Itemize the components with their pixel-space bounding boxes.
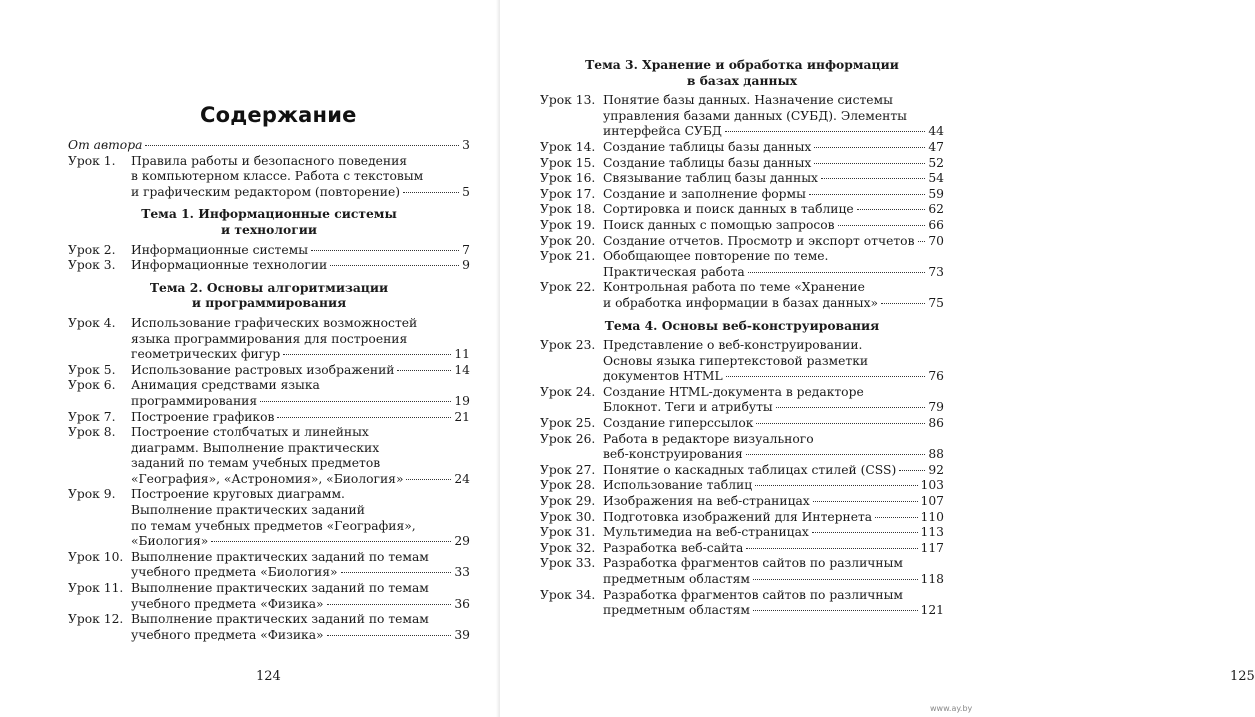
entry-line: геометрических фигур bbox=[131, 347, 281, 362]
topic-line: Тема 3. Хранение и обработка информации bbox=[585, 57, 899, 72]
page-ref: 3 bbox=[462, 138, 470, 152]
toc-entry bbox=[540, 156, 944, 172]
lesson-label: Урок 22. bbox=[540, 280, 596, 295]
left-groups bbox=[68, 154, 470, 644]
entry-line: учебного предмета «Биология» bbox=[131, 565, 338, 580]
page-ref: 62 bbox=[928, 202, 944, 217]
toc-entry bbox=[540, 510, 944, 526]
entry-line: Выполнение практических заданий по темам bbox=[131, 549, 429, 564]
lesson-label: Урок 32. bbox=[540, 540, 596, 555]
toc-entry bbox=[540, 494, 944, 510]
dot-leader bbox=[753, 610, 918, 611]
lesson-label: Урок 4. bbox=[68, 315, 116, 330]
entry-line: Создание гиперссылок bbox=[603, 416, 754, 431]
entry-line: «География», «Астрономия», «Биология» bbox=[131, 471, 404, 486]
entry-last-line bbox=[603, 202, 944, 218]
entry-line: Информационные технологии bbox=[131, 258, 328, 273]
entry-line: Создание и заполнение формы bbox=[603, 186, 806, 201]
toc-intro-entry bbox=[68, 138, 470, 154]
entry-line: и графическим редактором (повторение) bbox=[131, 184, 401, 199]
toc-entry bbox=[540, 338, 944, 385]
toc-entry bbox=[540, 463, 944, 479]
entry-text bbox=[131, 425, 470, 487]
entry-line: Разработка фрагментов сайтов по различным bbox=[603, 556, 903, 571]
entry-text bbox=[603, 463, 944, 479]
page-ref: 21 bbox=[454, 409, 470, 424]
dot-leader bbox=[748, 272, 926, 273]
entry-last-line bbox=[603, 463, 944, 479]
watermark: www.ay.by bbox=[930, 704, 973, 713]
topic-line: и программирования bbox=[191, 295, 347, 311]
dot-leader bbox=[812, 532, 918, 533]
entry-line: Информационные системы bbox=[131, 242, 308, 257]
entry-last-line bbox=[603, 156, 944, 172]
entry-line: учебного предмета «Физика» bbox=[131, 596, 324, 611]
entry-line: Построение круговых диаграмм. bbox=[131, 487, 345, 502]
entry-text bbox=[603, 202, 944, 218]
toc-left bbox=[68, 138, 470, 643]
lesson-label: Урок 28. bbox=[540, 478, 596, 493]
entry-line: интерфейса СУБД bbox=[603, 124, 722, 139]
entry-text bbox=[131, 378, 470, 409]
page-ref: 79 bbox=[928, 400, 944, 415]
lesson-label: Урок 31. bbox=[540, 525, 596, 540]
entry-line: Работа в редакторе визуального bbox=[603, 431, 814, 446]
left-page bbox=[0, 0, 500, 717]
dot-leader bbox=[875, 517, 917, 518]
entry-text bbox=[603, 338, 944, 385]
lesson-label: Урок 11. bbox=[68, 581, 124, 596]
entry-text bbox=[603, 171, 944, 187]
lesson-label: Урок 15. bbox=[540, 155, 596, 170]
entry-line: учебного предмета «Физика» bbox=[131, 627, 324, 642]
toc-entry bbox=[540, 187, 944, 203]
entry-text bbox=[131, 363, 470, 379]
entry-last-line bbox=[603, 478, 944, 494]
entry-text bbox=[131, 258, 470, 274]
page-ref: 29 bbox=[454, 534, 470, 549]
dot-leader bbox=[918, 241, 926, 242]
topic-heading bbox=[68, 206, 470, 237]
entry-line: документов HTML bbox=[603, 369, 723, 384]
page-ref: 36 bbox=[454, 596, 470, 611]
toc-entry bbox=[540, 140, 944, 156]
entry-line: управления базами данных (СУБД). Элементы bbox=[603, 108, 907, 123]
entry-line: предметным областям bbox=[603, 603, 750, 618]
entry-last-line bbox=[131, 534, 470, 550]
topic-line: Тема 2. Основы алгоритмизации bbox=[149, 279, 389, 295]
dot-leader bbox=[755, 485, 917, 486]
toc-entry bbox=[540, 556, 944, 587]
entry-last-line bbox=[603, 494, 944, 510]
entry-line: Использование таблиц bbox=[603, 478, 753, 493]
page-title: Содержание bbox=[200, 103, 357, 127]
dot-leader bbox=[813, 501, 918, 502]
entry-last-line bbox=[603, 140, 944, 156]
dot-leader bbox=[838, 225, 926, 226]
dot-leader bbox=[821, 178, 925, 179]
entry-text bbox=[603, 494, 944, 510]
page-ref: 73 bbox=[928, 264, 944, 279]
dot-leader bbox=[753, 579, 918, 580]
entry-line: Построение графиков bbox=[131, 409, 275, 424]
page-ref: 33 bbox=[454, 565, 470, 580]
entry-last-line bbox=[603, 541, 944, 557]
entry-last-line bbox=[603, 447, 944, 463]
entry-text bbox=[603, 218, 944, 234]
dot-leader bbox=[397, 370, 451, 371]
toc-entry bbox=[540, 280, 944, 311]
page-ref: 88 bbox=[928, 447, 944, 462]
toc-entry bbox=[68, 258, 470, 274]
entry-line: Блокнот. Теги и атрибуты bbox=[603, 400, 773, 415]
entry-text bbox=[603, 385, 944, 416]
page-ref: 121 bbox=[920, 603, 944, 618]
page-ref: 44 bbox=[928, 124, 944, 139]
toc-entry bbox=[540, 416, 944, 432]
lesson-label: Урок 30. bbox=[540, 509, 596, 524]
entry-text bbox=[603, 432, 944, 463]
entry-line: Разработка веб-сайта bbox=[603, 540, 744, 555]
entry-text bbox=[603, 556, 944, 587]
entry-last-line bbox=[603, 296, 944, 312]
toc-entry bbox=[68, 581, 470, 612]
entry-text bbox=[603, 478, 944, 494]
entry-text bbox=[603, 525, 944, 541]
lesson-label: Урок 2. bbox=[68, 242, 116, 257]
lesson-label: Урок 5. bbox=[68, 362, 116, 377]
entry-line: Изображения на веб-страницах bbox=[603, 494, 810, 509]
toc-entry bbox=[68, 378, 470, 409]
entry-last-line bbox=[131, 347, 470, 363]
entry-last-line bbox=[603, 265, 944, 281]
lesson-label: Урок 20. bbox=[540, 233, 596, 248]
entry-last-line bbox=[603, 510, 944, 526]
entry-line: Связывание таблиц базы данных bbox=[603, 171, 818, 186]
entry-last-line bbox=[131, 472, 470, 488]
entry-line: предметным областям bbox=[603, 572, 750, 586]
entry-line: Создание таблицы базы данных bbox=[603, 155, 812, 170]
entry-line: Контрольная работа по теме «Хранение bbox=[603, 280, 865, 295]
entry-line: Понятие базы данных. Назначение системы bbox=[603, 93, 893, 108]
entry-line: диаграмм. Выполнение практических bbox=[131, 440, 380, 455]
entry-line: Мультимедиа на веб-страницах bbox=[603, 525, 809, 540]
page-ref: 52 bbox=[928, 155, 944, 170]
dot-leader bbox=[725, 131, 925, 132]
entry-text bbox=[603, 93, 944, 140]
lesson-label: Урок 12. bbox=[68, 612, 124, 627]
topic-line: Тема 1. Информационные системы bbox=[141, 206, 397, 222]
entry-line: в компьютерном классе. Работа с текстовым bbox=[131, 169, 424, 184]
entry-line: Выполнение практических заданий bbox=[131, 503, 365, 518]
dot-leader bbox=[726, 376, 926, 377]
toc-entry bbox=[540, 202, 944, 218]
entry-text bbox=[603, 416, 944, 432]
dot-leader bbox=[327, 635, 452, 636]
entry-text bbox=[131, 316, 470, 363]
lesson-label: Урок 21. bbox=[540, 249, 596, 264]
toc-entry bbox=[68, 154, 470, 201]
dot-leader bbox=[857, 209, 926, 210]
toc-entry bbox=[540, 385, 944, 416]
entry-last-line bbox=[603, 603, 944, 619]
intro-label: От автора bbox=[68, 138, 143, 152]
entry-last-line bbox=[131, 410, 470, 426]
toc-entry bbox=[540, 588, 944, 619]
topic-line: в базах данных bbox=[686, 72, 798, 88]
dot-leader bbox=[746, 548, 917, 549]
dot-leader bbox=[809, 194, 925, 195]
entry-text bbox=[131, 581, 470, 612]
page-ref: 39 bbox=[454, 627, 470, 642]
lesson-label: Урок 33. bbox=[540, 556, 596, 571]
entry-last-line bbox=[603, 572, 944, 588]
lesson-label: Урок 18. bbox=[540, 202, 596, 217]
toc-entry bbox=[540, 478, 944, 494]
page-ref: 47 bbox=[928, 139, 944, 154]
entry-last-line bbox=[603, 124, 944, 140]
page-ref: 7 bbox=[462, 242, 470, 257]
lesson-label: Урок 29. bbox=[540, 494, 596, 509]
dot-leader bbox=[776, 407, 926, 408]
page-ref: 70 bbox=[928, 233, 944, 248]
toc-entry bbox=[540, 525, 944, 541]
dot-leader bbox=[881, 303, 925, 304]
entry-line: «Биология» bbox=[131, 534, 209, 549]
toc-entry bbox=[68, 550, 470, 581]
lesson-label: Урок 7. bbox=[68, 409, 116, 424]
entry-last-line bbox=[603, 234, 944, 250]
entry-line: Использование растровых изображений bbox=[131, 362, 395, 377]
entry-text bbox=[603, 541, 944, 557]
dot-leader bbox=[756, 423, 925, 424]
toc-entry bbox=[68, 425, 470, 487]
entry-last-line bbox=[131, 185, 470, 201]
page-ref: 5 bbox=[462, 184, 470, 199]
toc-entry bbox=[68, 316, 470, 363]
entry-text bbox=[131, 612, 470, 643]
entry-line: Использование графических возможностей bbox=[131, 315, 418, 330]
toc-entry bbox=[540, 93, 944, 140]
lesson-label: Урок 24. bbox=[540, 384, 596, 399]
toc-entry bbox=[540, 541, 944, 557]
page-ref: 113 bbox=[920, 525, 944, 540]
page-ref: 9 bbox=[462, 258, 470, 273]
dot-leader bbox=[341, 572, 452, 573]
entry-line: Обобщающее повторение по теме. bbox=[603, 249, 829, 264]
lesson-label: Урок 9. bbox=[68, 487, 116, 502]
page-ref: 103 bbox=[920, 478, 944, 493]
entry-line: языка программирования для построения bbox=[131, 331, 408, 346]
toc-entry bbox=[68, 363, 470, 379]
dot-leader bbox=[211, 541, 451, 542]
lesson-label: Урок 25. bbox=[540, 416, 596, 431]
entry-text bbox=[131, 487, 470, 549]
lesson-label: Урок 13. bbox=[540, 93, 596, 108]
entry-line: Построение столбчатых и линейных bbox=[131, 425, 369, 440]
dot-leader bbox=[899, 470, 925, 471]
entry-line: Практическая работа bbox=[603, 264, 745, 279]
entry-text bbox=[131, 550, 470, 581]
dot-leader bbox=[406, 479, 451, 480]
page-ref: 24 bbox=[454, 471, 470, 486]
entry-line: Выполнение практических заданий по темам bbox=[131, 581, 429, 596]
toc-entry bbox=[540, 234, 944, 250]
dot-leader bbox=[814, 147, 925, 148]
topic-line: и технологии bbox=[220, 221, 318, 237]
entry-last-line bbox=[603, 416, 944, 432]
entry-text bbox=[603, 280, 944, 311]
page-ref: 117 bbox=[920, 540, 944, 555]
entry-text bbox=[603, 249, 944, 280]
lesson-label: Урок 6. bbox=[68, 378, 116, 393]
entry-line: заданий по темам учебных предметов bbox=[131, 456, 381, 471]
entry-line: Создание отчетов. Просмотр и экспорт отчетов bbox=[603, 233, 915, 248]
toc-right bbox=[540, 51, 944, 619]
page-ref: 86 bbox=[928, 416, 944, 431]
lesson-label: Урок 16. bbox=[540, 171, 596, 186]
lesson-label: Урок 19. bbox=[540, 217, 596, 232]
dot-leader bbox=[311, 250, 459, 251]
entry-text bbox=[603, 140, 944, 156]
dot-leader bbox=[327, 604, 452, 605]
entry-last-line bbox=[131, 363, 470, 379]
entry-text bbox=[603, 510, 944, 526]
entry-last-line bbox=[131, 258, 470, 274]
lesson-label: Урок 14. bbox=[540, 139, 596, 154]
topic-heading bbox=[540, 57, 944, 88]
entry-line: Сортировка и поиск данных в таблице bbox=[603, 202, 854, 217]
entry-line: и обработка информации в базах данных» bbox=[603, 295, 879, 310]
lesson-label: Урок 26. bbox=[540, 431, 596, 446]
dot-leader bbox=[330, 265, 459, 266]
page-ref: 76 bbox=[928, 369, 944, 384]
entry-line: Основы языка гипертекстовой разметки bbox=[603, 353, 869, 368]
page-number: 124 bbox=[256, 669, 281, 684]
lesson-label: Урок 27. bbox=[540, 462, 596, 477]
entry-line: Правила работы и безопасного поведения bbox=[131, 153, 408, 168]
page-ref: 110 bbox=[920, 509, 944, 524]
entry-line: Создание HTML-документа в редакторе bbox=[603, 384, 864, 399]
topic-heading bbox=[540, 318, 944, 334]
entry-line: по темам учебных предметов «География», bbox=[131, 518, 416, 533]
dot-leader bbox=[145, 145, 459, 146]
page-ref: 19 bbox=[454, 393, 470, 408]
entry-last-line bbox=[603, 171, 944, 187]
page-ref: 75 bbox=[928, 295, 944, 310]
entry-text bbox=[603, 234, 944, 250]
entry-line: веб-конструирования bbox=[603, 447, 743, 462]
entry-text bbox=[131, 243, 470, 259]
entry-text bbox=[603, 156, 944, 172]
page-ref: 54 bbox=[928, 171, 944, 186]
toc-entry bbox=[68, 243, 470, 259]
page-ref: 14 bbox=[454, 362, 470, 377]
lesson-label: Урок 8. bbox=[68, 425, 116, 440]
entry-last-line bbox=[131, 597, 470, 613]
toc-entry bbox=[540, 432, 944, 463]
entry-line: Понятие о каскадных таблицах стилей (CSS) bbox=[603, 462, 897, 477]
entry-last-line bbox=[131, 243, 470, 259]
toc-entry bbox=[68, 612, 470, 643]
toc-entry bbox=[540, 249, 944, 280]
page-ref: 92 bbox=[928, 462, 944, 477]
entry-line: Создание таблицы базы данных bbox=[603, 139, 812, 154]
entry-last-line bbox=[131, 565, 470, 581]
dot-leader bbox=[746, 454, 926, 455]
lesson-label: Урок 3. bbox=[68, 258, 116, 273]
page-ref: 11 bbox=[454, 347, 470, 362]
topic-heading bbox=[68, 280, 470, 311]
entry-text bbox=[131, 154, 470, 201]
entry-last-line bbox=[603, 187, 944, 203]
toc-entry bbox=[68, 487, 470, 549]
entry-last-line bbox=[131, 394, 470, 410]
dot-leader bbox=[403, 192, 459, 193]
right-groups bbox=[540, 57, 944, 619]
entry-last-line bbox=[603, 218, 944, 234]
entry-line: Подготовка изображений для Интернета bbox=[603, 509, 873, 524]
entry-last-line bbox=[603, 400, 944, 416]
dot-leader bbox=[277, 417, 451, 418]
entry-last-line bbox=[131, 628, 470, 644]
entry-line: Поиск данных с помощью запросов bbox=[603, 217, 835, 232]
toc-entry bbox=[68, 410, 470, 426]
lesson-label: Урок 10. bbox=[68, 549, 124, 564]
entry-last-line bbox=[603, 369, 944, 385]
dot-leader bbox=[283, 354, 451, 355]
dot-leader bbox=[814, 163, 925, 164]
entry-text bbox=[603, 187, 944, 203]
page-ref: 107 bbox=[920, 494, 944, 509]
lesson-label: Урок 23. bbox=[540, 338, 596, 353]
entry-text bbox=[603, 588, 944, 619]
lesson-label: Урок 1. bbox=[68, 153, 116, 168]
dot-leader bbox=[260, 401, 451, 402]
entry-text bbox=[131, 410, 470, 426]
lesson-label: Урок 34. bbox=[540, 587, 596, 602]
page-ref: 118 bbox=[920, 572, 944, 586]
toc-entry bbox=[540, 218, 944, 234]
entry-last-line bbox=[603, 525, 944, 541]
topic-line: Тема 4. Основы веб-конструирования bbox=[604, 317, 880, 333]
entry-line: Выполнение практических заданий по темам bbox=[131, 612, 429, 627]
page-ref: 66 bbox=[928, 217, 944, 232]
toc-entry bbox=[540, 171, 944, 187]
page-ref: 59 bbox=[928, 186, 944, 201]
page-number: 125 bbox=[1230, 669, 1255, 684]
entry-line: Анимация средствами языка bbox=[131, 378, 320, 393]
entry-line: программирования bbox=[131, 393, 258, 408]
entry-line: Разработка фрагментов сайтов по различным bbox=[603, 587, 903, 602]
entry-line: Представление о веб-конструировании. bbox=[603, 338, 863, 353]
lesson-label: Урок 17. bbox=[540, 186, 596, 201]
